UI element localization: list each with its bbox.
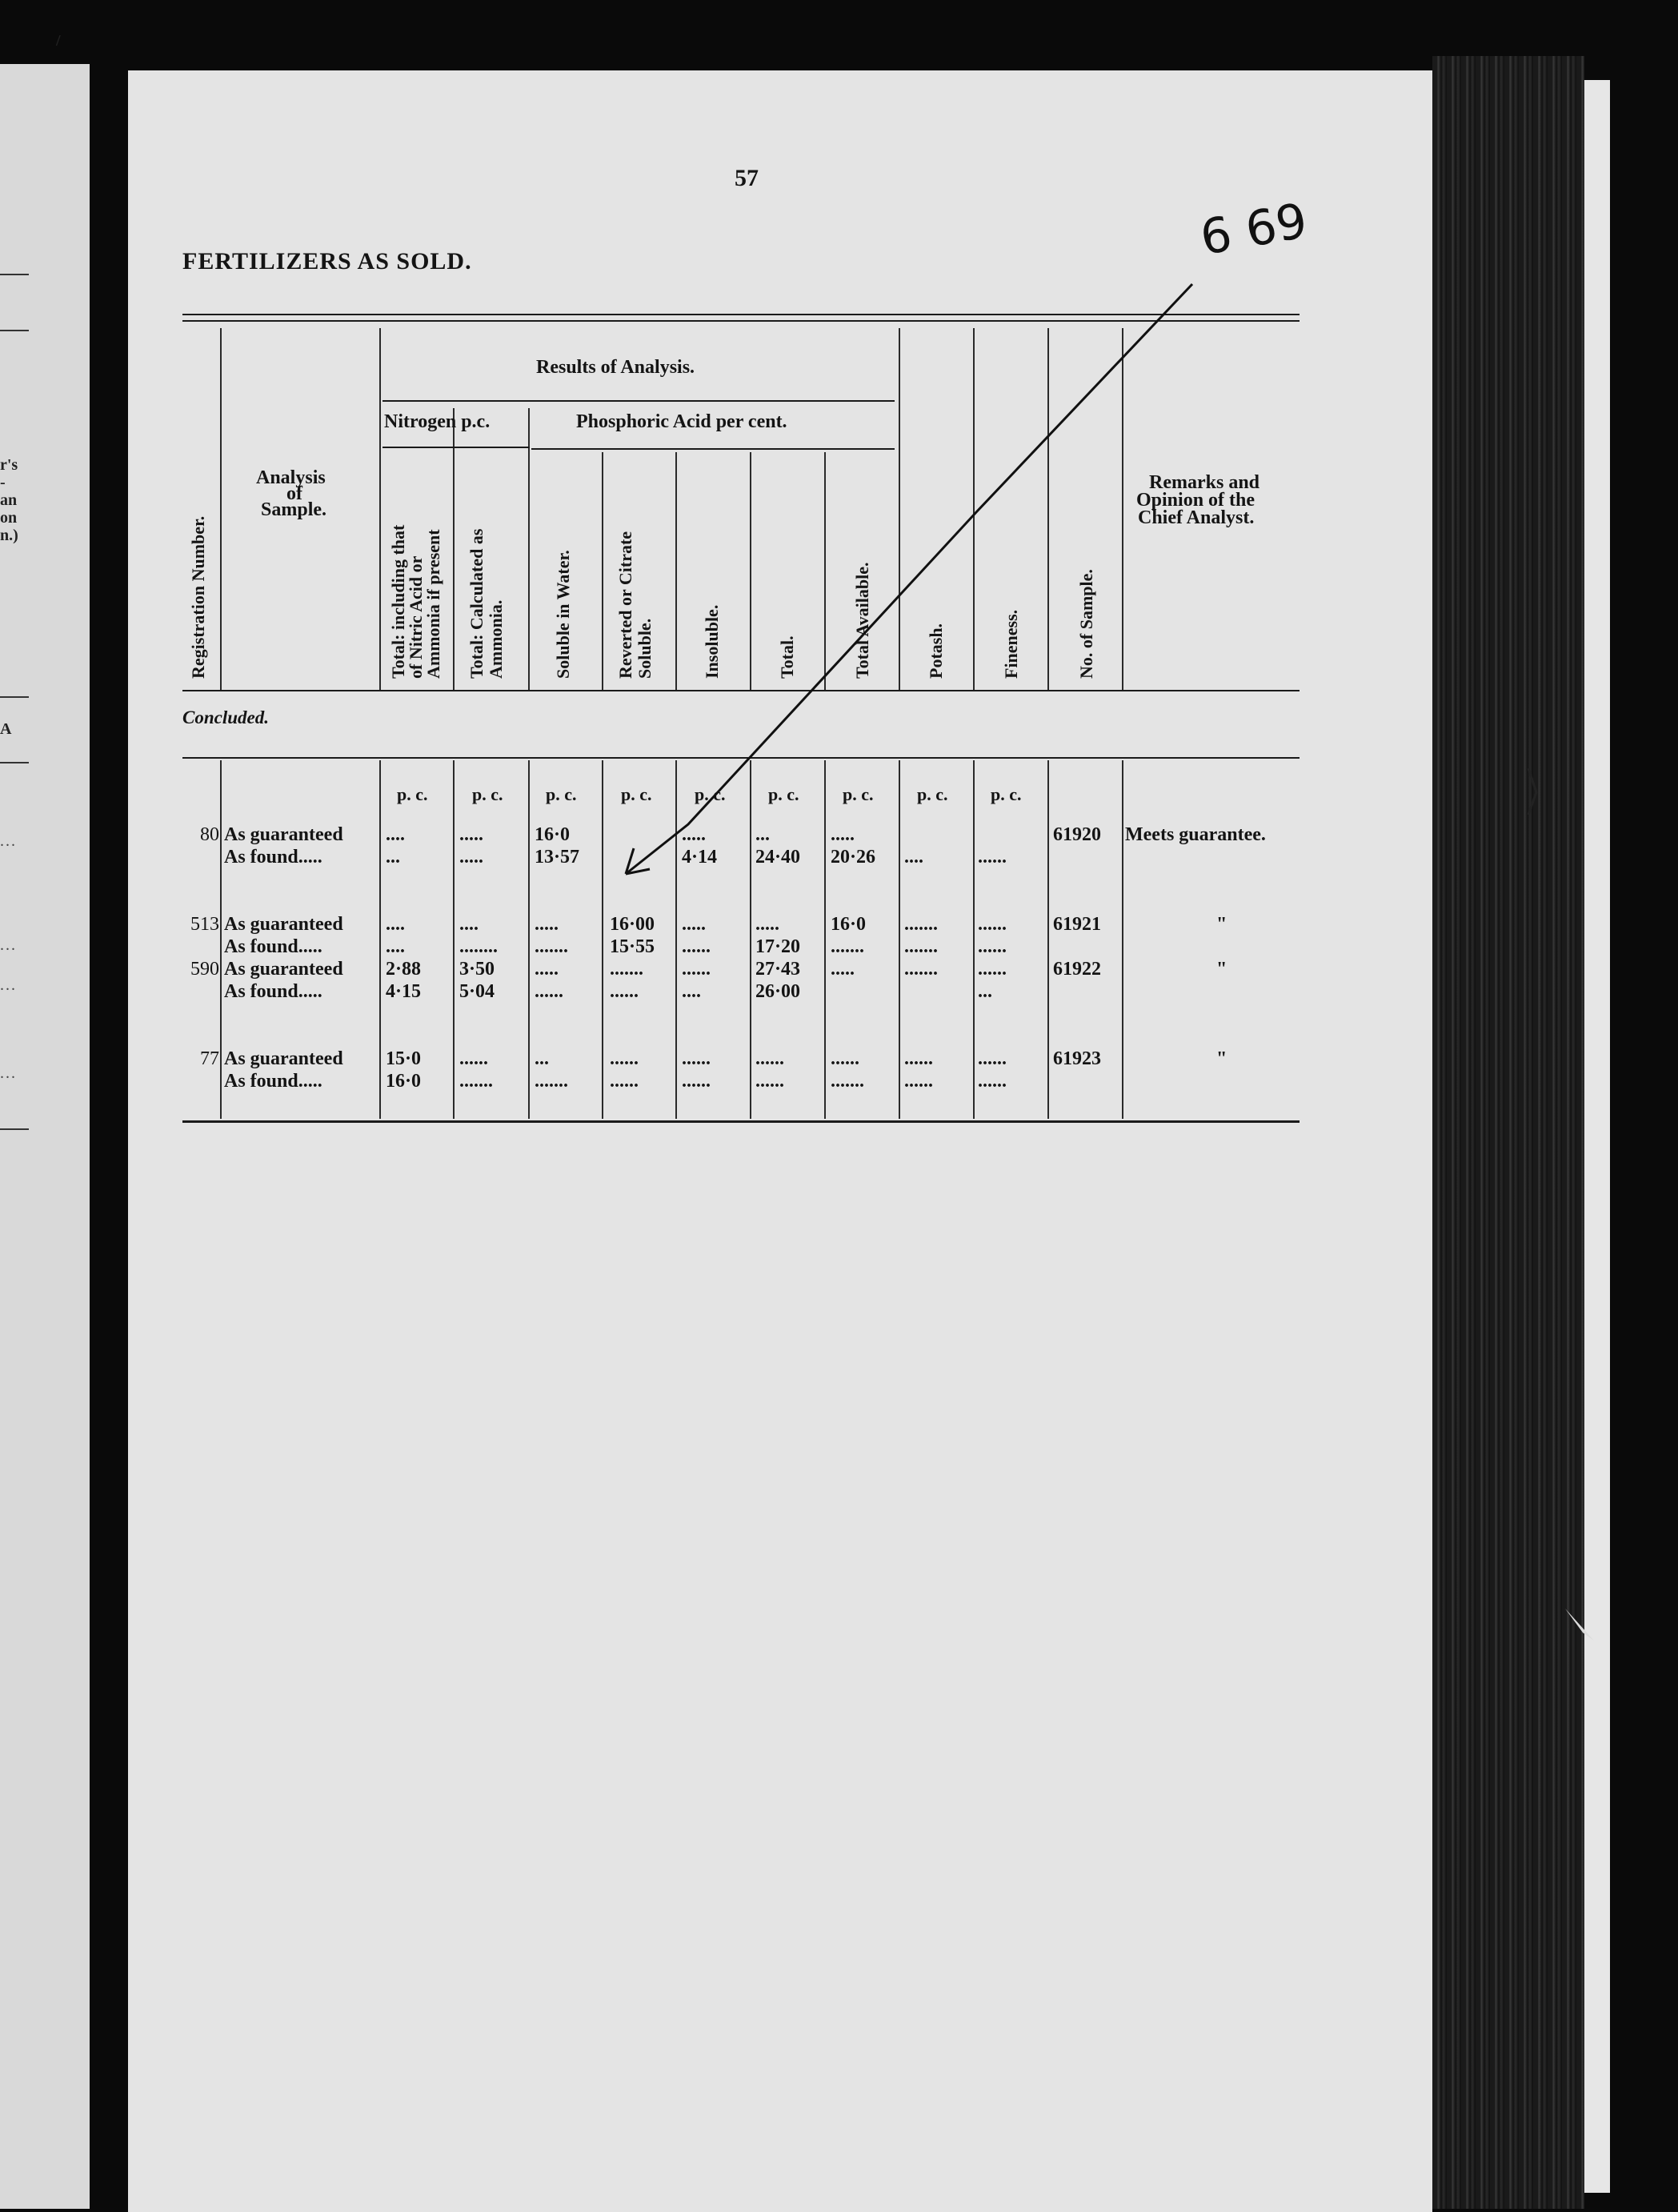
table-cell: 4·15: [386, 981, 422, 1002]
edge-fragment: on: [0, 509, 18, 527]
edge-fragment: n.): [0, 527, 18, 544]
table-cell: .......: [831, 1071, 864, 1092]
table-cell: .......: [610, 959, 643, 980]
table-cell: 27·43: [755, 959, 801, 980]
table-cell: ......: [978, 1048, 1007, 1069]
header-reverted: Soluble.: [635, 618, 655, 679]
table-cell: .....: [831, 824, 855, 845]
table-cell: 5·04: [459, 981, 495, 1002]
sample-label: As found.....: [224, 1071, 322, 1092]
header-analysis-line: of: [286, 483, 302, 504]
header-remarks-line: Remarks and: [1149, 472, 1260, 493]
table-cell: ......: [682, 936, 711, 957]
table-cell: ......: [459, 1048, 488, 1069]
header-fineness: Fineness.: [1001, 609, 1021, 679]
table-cell: ...: [386, 847, 400, 868]
edge-fragment: -: [0, 474, 6, 491]
unit-label: p. c.: [843, 784, 874, 804]
unit-label: p. c.: [397, 784, 428, 804]
table-cell: .....: [535, 914, 559, 935]
remarks-cell: ": [1216, 959, 1227, 980]
table-cell: 24·40: [755, 847, 801, 868]
table-cell: 2·88: [386, 959, 422, 980]
remarks-cell: Meets guarantee.: [1125, 824, 1266, 845]
table-cell: ....: [386, 914, 405, 935]
table-cell: 61923: [1053, 1048, 1101, 1069]
table-cell: .......: [831, 936, 864, 957]
table-cell: ......: [904, 1048, 933, 1069]
unit-label: p. c.: [546, 784, 577, 804]
edge-dots: ...: [0, 832, 17, 850]
handwritten-note: 6 69: [1195, 192, 1312, 267]
table-cell: 61921: [1053, 914, 1101, 935]
header-remarks-line: Chief Analyst.: [1138, 507, 1255, 528]
table-cell: .......: [904, 959, 938, 980]
table-cell: ......: [682, 1071, 711, 1092]
phosphoric-group-heading: Phosphoric Acid per cent.: [576, 411, 787, 432]
results-heading: Results of Analysis.: [536, 357, 695, 378]
table-cell: 13·57: [535, 847, 580, 868]
edge-dots: ...: [0, 936, 17, 954]
table-cell: ......: [610, 1071, 639, 1092]
table-cell: 16·0: [535, 824, 571, 845]
edge-dots: ...: [0, 976, 17, 994]
table-cell: ......: [755, 1071, 784, 1092]
table-cell: ......: [755, 1048, 784, 1069]
table-cell: ....: [386, 936, 405, 957]
header-ammonia: Total: Calculated as: [467, 528, 487, 679]
table-cell: 16·00: [610, 914, 655, 935]
header-total-available: Total Available.: [852, 562, 872, 679]
registration-number: 513: [190, 914, 219, 935]
edge-fragment: an: [0, 491, 18, 509]
table-cell: .....: [755, 914, 779, 935]
section-label: Concluded.: [182, 707, 269, 727]
table-cell: ......: [904, 1071, 933, 1092]
edge-fragment: r's: [0, 456, 18, 474]
table-cell: .....: [459, 847, 483, 868]
table-cell: .......: [535, 936, 568, 957]
header-insoluble: Insoluble.: [702, 604, 722, 679]
edge-fragment: /: [56, 32, 61, 50]
table-cell: .....: [831, 959, 855, 980]
remarks-cell: ": [1216, 914, 1227, 935]
table-cell: ....: [386, 824, 405, 845]
registration-number: 80: [200, 824, 219, 845]
header-ammonia: Ammonia.: [486, 599, 506, 679]
header-reverted: Reverted or Citrate: [615, 531, 635, 679]
table-cell: ......: [610, 981, 639, 1002]
registration-number: 590: [190, 959, 219, 980]
table-cell: .....: [535, 959, 559, 980]
table-cell: .....: [459, 824, 483, 845]
table-cell: ......: [682, 959, 711, 980]
header-soluble-water: Soluble in Water.: [553, 550, 573, 679]
sample-label: As found.....: [224, 981, 322, 1002]
table-cell: ......: [978, 914, 1007, 935]
edge-arrow-mark: [1565, 1609, 1594, 1641]
table-cell: ....: [682, 981, 701, 1002]
table-cell: ....: [904, 847, 923, 868]
table-cell: ......: [535, 981, 563, 1002]
page-number: 57: [735, 165, 759, 191]
header-registration-number: Registration Number.: [188, 515, 208, 679]
table-cell: 16·0: [386, 1071, 422, 1092]
table-cell: 15·0: [386, 1048, 422, 1069]
table-cell: ...: [535, 1048, 549, 1069]
nitrogen-group-heading: Nitrogen p.c.: [384, 411, 491, 432]
unit-label: p. c.: [768, 784, 799, 804]
remarks-cell: ": [1216, 1048, 1227, 1069]
table-cell: ...: [755, 824, 770, 845]
table-cell: ........: [459, 936, 498, 957]
table-cell: ......: [978, 1071, 1007, 1092]
table-cell: .....: [682, 914, 706, 935]
edge-chevron-mark: [1528, 768, 1536, 815]
table-cell: 20·26: [831, 847, 876, 868]
table-cell: 61922: [1053, 959, 1101, 980]
table-cell: ......: [978, 847, 1007, 868]
table-cell: ......: [831, 1048, 859, 1069]
table-cell: .......: [459, 1071, 493, 1092]
header-potash: Potash.: [926, 623, 946, 679]
table-cell: ......: [610, 1048, 639, 1069]
sample-label: As guaranteed: [224, 1048, 343, 1069]
table-cell: ......: [682, 1048, 711, 1069]
unit-label: p. c.: [621, 784, 652, 804]
header-analysis-line: Analysis: [256, 467, 326, 488]
header-nitrogen-total: Total: including that: [388, 524, 408, 679]
edge-dots: ...: [0, 1064, 17, 1082]
header-total: Total.: [777, 635, 797, 679]
table-cell: .......: [904, 936, 938, 957]
unit-label: p. c.: [695, 784, 726, 804]
table-cell: 3·50: [459, 959, 495, 980]
table-cell: 4·14: [682, 847, 718, 868]
unit-label: p. c.: [472, 784, 503, 804]
table-cell: .......: [904, 914, 938, 935]
table-cell: ...: [978, 981, 992, 1002]
sample-label: As guaranteed: [224, 914, 343, 935]
table-cell: ......: [978, 936, 1007, 957]
header-nitrogen-total: of Nitric Acid or: [406, 555, 426, 679]
page-title: FERTILIZERS AS SOLD.: [182, 248, 472, 274]
table-cell: 15·55: [610, 936, 655, 957]
registration-number: 77: [200, 1048, 219, 1069]
sample-label: As found.....: [224, 936, 322, 957]
pen-strike-line: [626, 284, 1192, 874]
table-cell: .......: [535, 1071, 568, 1092]
table-cell: 17·20: [755, 936, 801, 957]
sample-label: As found.....: [224, 847, 322, 868]
unit-label: p. c.: [991, 784, 1022, 804]
unit-label: p. c.: [917, 784, 948, 804]
table-cell: 16·0: [831, 914, 867, 935]
header-nitrogen-total: Ammonia if present: [423, 529, 443, 679]
table-cell: 61920: [1053, 824, 1101, 845]
sample-label: As guaranteed: [224, 959, 343, 980]
sample-label: As guaranteed: [224, 824, 343, 845]
header-sample-number: No. of Sample.: [1076, 569, 1096, 679]
table-cell: ....: [459, 914, 479, 935]
edge-fragment: A: [0, 720, 12, 738]
table-cell: ......: [978, 959, 1007, 980]
header-analysis-line: Sample.: [261, 499, 327, 520]
table-cell: .....: [682, 824, 706, 845]
table-cell: 26·00: [755, 981, 801, 1002]
header-remarks-line: Opinion of the: [1136, 490, 1255, 511]
